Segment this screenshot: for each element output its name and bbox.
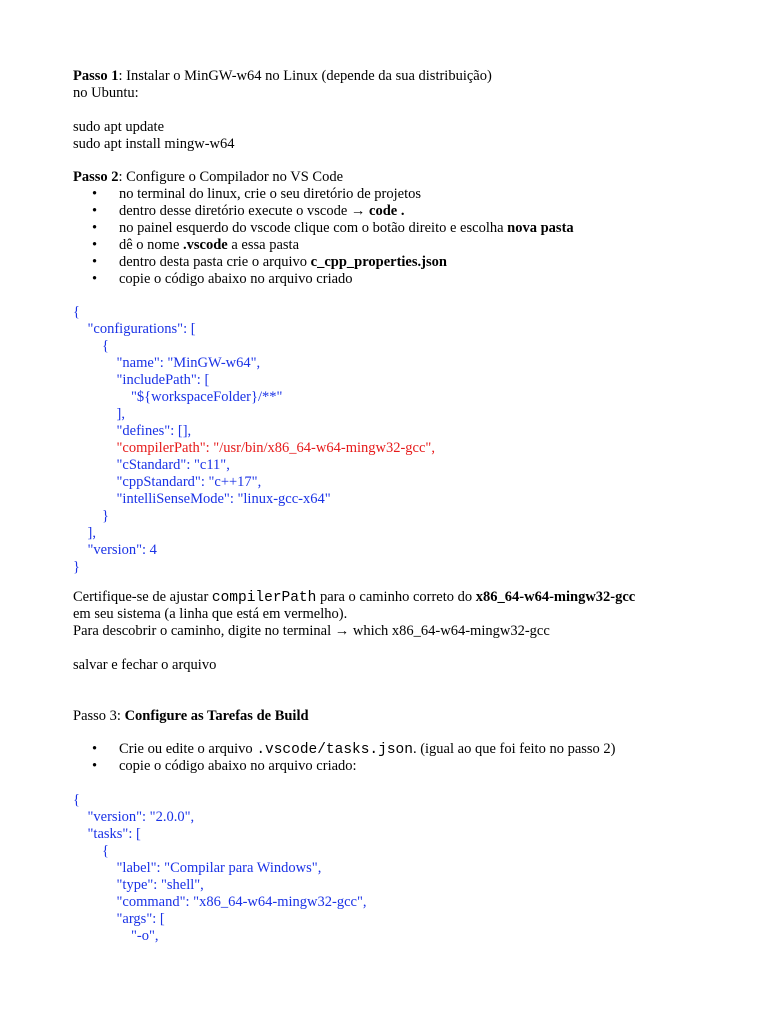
note-line-1 xyxy=(73,589,635,607)
step2-bullet-3 xyxy=(91,220,574,237)
step3-bullet-list xyxy=(91,741,616,775)
note-line-3 xyxy=(73,623,550,640)
arrow-right-icon: → xyxy=(350,203,366,219)
code-line: "args": [ xyxy=(73,911,165,927)
note-line-2: em seu sistema (a linha que está em vermelho). xyxy=(73,606,348,622)
bullet-text: . (igual ao que foi feito no passo 2) xyxy=(412,741,616,757)
bullet-bold: code . xyxy=(369,203,405,219)
step2-bullet-4 xyxy=(91,237,574,254)
code-line: { xyxy=(73,304,80,320)
step3-heading xyxy=(73,708,309,725)
step3-bold: Configure as Tarefas de Build xyxy=(124,708,309,724)
code-line-compiler-path-highlighted: "compilerPath": "/usr/bin/x86_64-w64-mingw32-gcc", xyxy=(73,440,435,456)
step2-label: Passo 2 xyxy=(73,169,119,185)
code-line: "intelliSenseMode": "linux-gcc-x64" xyxy=(73,491,331,507)
bullet-text: dentro desta pasta crie o arquivo xyxy=(119,254,308,270)
step2-bullet-5 xyxy=(91,254,574,271)
step1-line2: no Ubuntu: xyxy=(73,85,139,101)
step3-bullet-1 xyxy=(91,741,616,758)
code-line: "label": "Compilar para Windows", xyxy=(73,860,322,876)
bullet-text: no painel esquerdo do vscode clique com o botão direito e escolha xyxy=(119,220,504,236)
step2-bullet-list xyxy=(91,186,574,288)
code-block-tasks-json xyxy=(73,792,367,945)
code-line: } xyxy=(73,559,80,575)
code-line: "includePath": [ xyxy=(73,372,210,388)
bullet-text: dentro desse diretório execute o vscode xyxy=(119,203,348,219)
step1-label: Passo 1 xyxy=(73,68,119,84)
code-line: "type": "shell", xyxy=(73,877,204,893)
step3-label: Passo 3: xyxy=(73,708,121,724)
note-text: para o caminho correto do xyxy=(319,589,473,605)
bullet-bold: .vscode xyxy=(183,237,228,253)
command-apt-update: sudo apt update xyxy=(73,119,165,135)
code-line: "command": "x86_64-w64-mingw32-gcc", xyxy=(73,894,367,910)
code-line: ], xyxy=(73,525,96,541)
code-line: "-o", xyxy=(73,928,159,944)
code-line: "cppStandard": "c++17", xyxy=(73,474,262,490)
step2-bullet-2 xyxy=(91,203,574,220)
code-line: { xyxy=(73,843,109,859)
arrow-right-icon: → xyxy=(334,623,350,639)
bullet-text: Crie ou edite o arquivo xyxy=(119,741,253,757)
note-line-save: salvar e fechar o arquivo xyxy=(73,657,217,673)
command-apt-install: sudo apt install mingw-w64 xyxy=(73,136,235,152)
bullet-text: a essa pasta xyxy=(231,237,300,253)
step2-bullet-6 xyxy=(91,271,574,288)
inline-code-compilerpath: compilerPath xyxy=(211,590,317,606)
code-line: "version": 4 xyxy=(73,542,157,558)
step2-heading xyxy=(73,169,343,186)
code-line: "configurations": [ xyxy=(73,321,196,337)
bullet-text: copie o código abaixo no arquivo criado: xyxy=(119,758,357,774)
note-text: Para descobrir o caminho, digite no terminal xyxy=(73,623,332,639)
note-bold: x86_64-w64-mingw32-gcc xyxy=(475,589,636,605)
code-line: "version": "2.0.0", xyxy=(73,809,195,825)
bullet-text: no terminal do linux, crie o seu diretório de projetos xyxy=(119,186,422,202)
note-text: Certifique-se de ajustar xyxy=(73,589,209,605)
bullet-text: copie o código abaixo no arquivo criado xyxy=(119,271,353,287)
code-line: ], xyxy=(73,406,125,422)
step2-text: : Configure o Compilador no VS Code xyxy=(118,169,344,185)
code-line: "cStandard": "c11", xyxy=(73,457,230,473)
bullet-text: dê o nome xyxy=(119,237,180,253)
code-line: { xyxy=(73,338,109,354)
code-block-c-cpp-properties xyxy=(73,304,435,576)
note-text: which x86_64-w64-mingw32-gcc xyxy=(352,623,550,639)
step1-heading xyxy=(73,68,492,85)
code-line: "tasks": [ xyxy=(73,826,141,842)
code-line: } xyxy=(73,508,109,524)
bullet-bold: c_cpp_properties.json xyxy=(310,254,447,270)
step2-bullet-1 xyxy=(91,186,574,203)
step3-bullet-2 xyxy=(91,758,616,775)
code-line: "name": "MinGW-w64", xyxy=(73,355,261,371)
code-line: { xyxy=(73,792,80,808)
code-line: "${workspaceFolder}/**" xyxy=(73,389,283,405)
step1-text: : Instalar o MinGW-w64 no Linux (depende da sua distribuição) xyxy=(118,68,492,84)
code-line: "defines": [], xyxy=(73,423,192,439)
bullet-bold: nova pasta xyxy=(507,220,574,236)
inline-code-tasks-json: .vscode/tasks.json xyxy=(256,742,413,758)
